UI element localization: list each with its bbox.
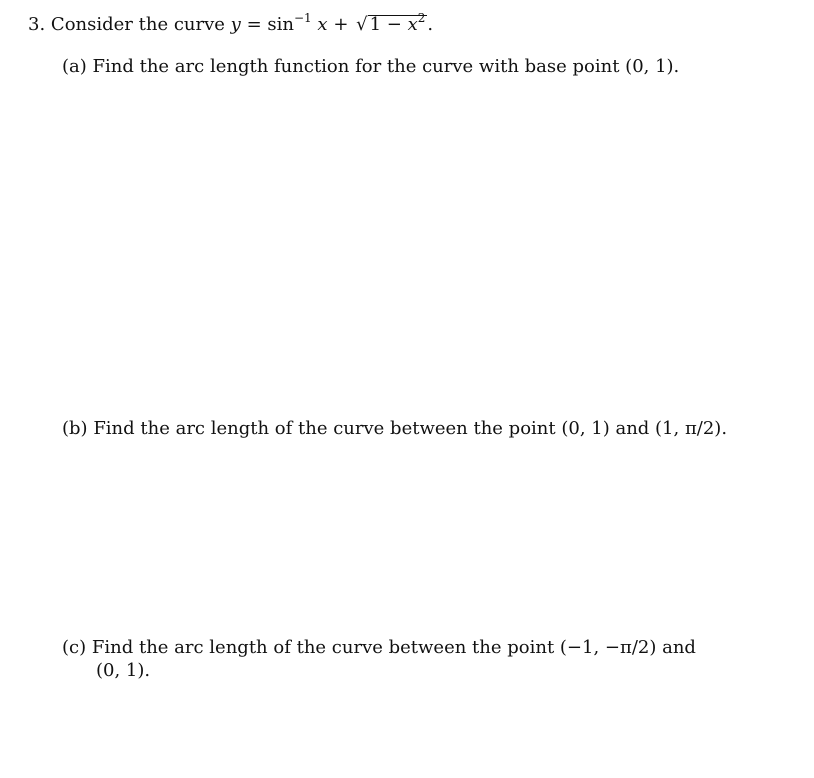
part-b-label: (b)	[62, 418, 88, 439]
part-c-continuation	[96, 660, 150, 682]
equation-equals: =	[246, 14, 262, 35]
curve-equation	[230, 11, 434, 35]
part-c	[62, 637, 696, 659]
part-b	[62, 418, 727, 440]
part-a-text: Find the arc length function for the curve with base point (0, 1).	[92, 56, 680, 77]
part-a	[62, 56, 679, 78]
equation-exponent: −1	[293, 11, 312, 25]
part-c-label: (c)	[62, 637, 87, 658]
radicand-exponent: 2	[417, 11, 426, 25]
part-b-text: Find the arc length of the curve between the point (0, 1) and (1, π/2).	[93, 418, 728, 439]
radicand-var: x	[407, 14, 418, 35]
problem-lead-text: Consider the curve	[50, 14, 225, 35]
problem-number: 3.	[28, 14, 46, 35]
radical-sign: √	[356, 14, 368, 35]
radicand	[368, 11, 428, 35]
problem-statement	[28, 11, 434, 36]
equation-func: sin	[267, 14, 294, 35]
equation-arg: x	[317, 14, 328, 35]
sqrt-expression	[354, 11, 427, 36]
part-c-text-line2: (0, 1).	[96, 660, 151, 681]
equation-plus: +	[333, 14, 349, 35]
equation-end: .	[427, 14, 434, 35]
part-a-label: (a)	[62, 56, 87, 77]
radicand-prefix: 1 −	[369, 14, 402, 35]
part-c-text-line1: Find the arc length of the curve between the point (−1, −π/2) and	[91, 637, 696, 658]
equation-lhs: y	[230, 14, 241, 35]
